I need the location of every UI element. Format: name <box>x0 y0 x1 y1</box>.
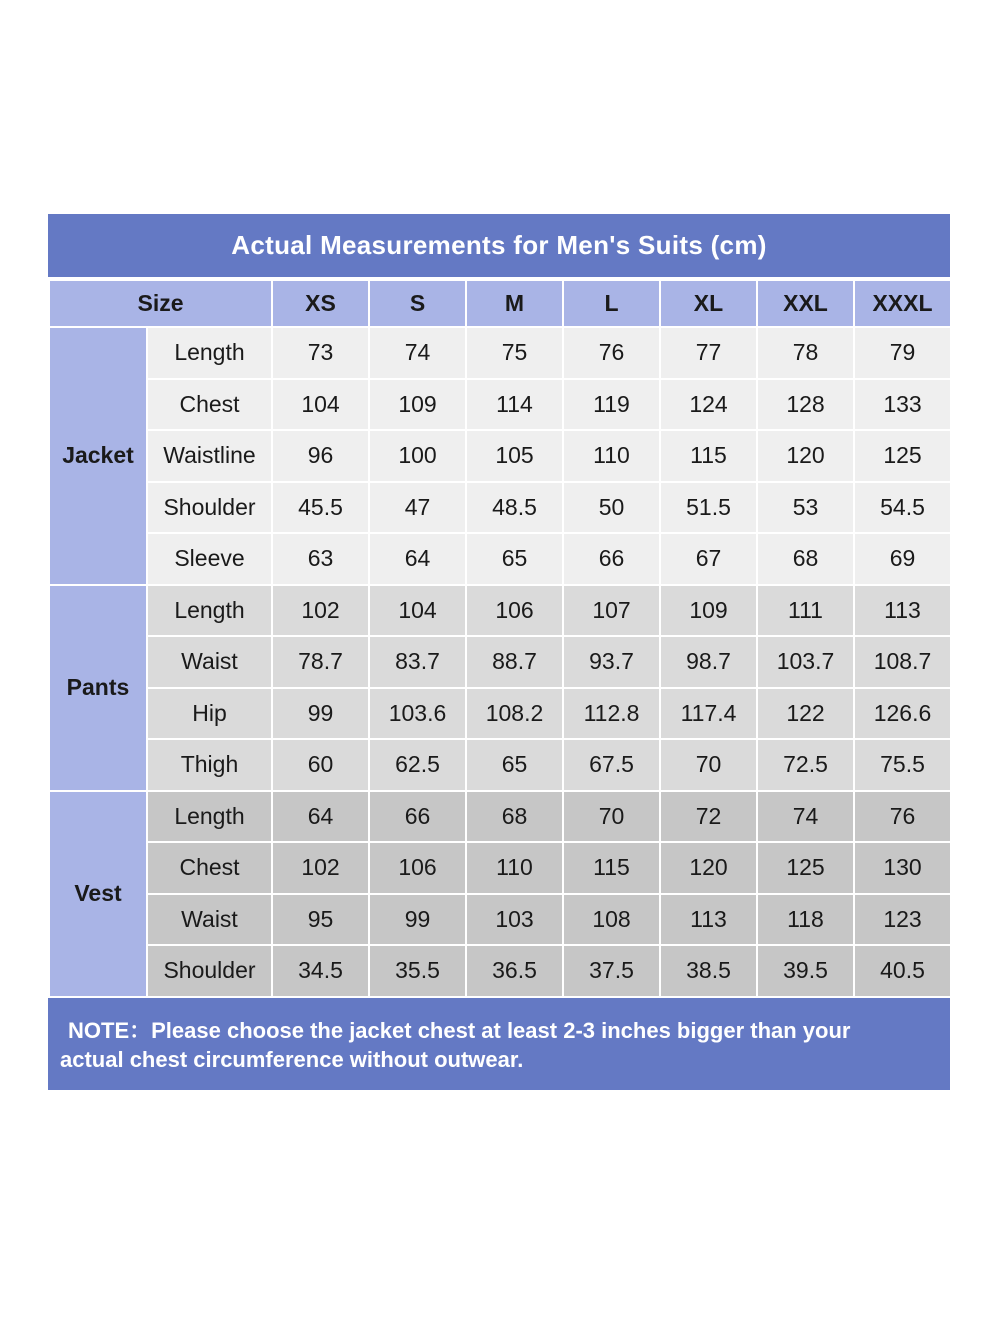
measurement-value: 37.5 <box>563 945 660 997</box>
measurement-value: 95 <box>272 894 369 946</box>
measurement-value: 115 <box>563 842 660 894</box>
measurement-value: 115 <box>660 430 757 482</box>
measurement-value: 110 <box>563 430 660 482</box>
measurement-value: 102 <box>272 585 369 637</box>
measurement-value: 68 <box>757 533 854 585</box>
table-row <box>49 791 951 843</box>
measurement-value: 109 <box>660 585 757 637</box>
measurement-value: 74 <box>757 791 854 843</box>
measurement-value: 113 <box>660 894 757 946</box>
measurement-value: 73 <box>272 327 369 379</box>
table-row <box>49 894 951 946</box>
measurement-value: 99 <box>272 688 369 740</box>
measurement-value: 72.5 <box>757 739 854 791</box>
measurement-value: 39.5 <box>757 945 854 997</box>
measurement-value: 75.5 <box>854 739 951 791</box>
measurement-label: Waist <box>147 636 272 688</box>
size-column-header: XL <box>660 280 757 327</box>
measurement-value: 98.7 <box>660 636 757 688</box>
measurement-value: 77 <box>660 327 757 379</box>
measurement-value: 40.5 <box>854 945 951 997</box>
measurement-value: 79 <box>854 327 951 379</box>
measurement-value: 119 <box>563 379 660 431</box>
measurement-value: 65 <box>466 739 563 791</box>
measurement-value: 122 <box>757 688 854 740</box>
table-row <box>49 430 951 482</box>
size-column-header: XXXL <box>854 280 951 327</box>
measurement-value: 76 <box>854 791 951 843</box>
measurement-value: 106 <box>466 585 563 637</box>
measurement-value: 104 <box>369 585 466 637</box>
measurement-value: 123 <box>854 894 951 946</box>
measurement-value: 102 <box>272 842 369 894</box>
measurement-value: 124 <box>660 379 757 431</box>
measurement-value: 103.7 <box>757 636 854 688</box>
measurement-value: 45.5 <box>272 482 369 534</box>
table-row <box>49 688 951 740</box>
measurement-value: 117.4 <box>660 688 757 740</box>
size-column-header: XS <box>272 280 369 327</box>
measurement-value: 105 <box>466 430 563 482</box>
measurement-value: 66 <box>563 533 660 585</box>
measurement-value: 108.7 <box>854 636 951 688</box>
measurement-value: 96 <box>272 430 369 482</box>
measurement-value: 63 <box>272 533 369 585</box>
measurement-value: 103 <box>466 894 563 946</box>
measurement-value: 100 <box>369 430 466 482</box>
measurement-label: Waist <box>147 894 272 946</box>
size-column-header: XXL <box>757 280 854 327</box>
measurement-value: 69 <box>854 533 951 585</box>
measurement-value: 62.5 <box>369 739 466 791</box>
measurement-value: 99 <box>369 894 466 946</box>
table-row <box>49 379 951 431</box>
measurement-value: 50 <box>563 482 660 534</box>
size-column-header: M <box>466 280 563 327</box>
measurement-value: 109 <box>369 379 466 431</box>
measurement-value: 110 <box>466 842 563 894</box>
measurement-label: Chest <box>147 842 272 894</box>
measurement-label: Hip <box>147 688 272 740</box>
measurement-value: 51.5 <box>660 482 757 534</box>
measurement-value: 70 <box>660 739 757 791</box>
measurement-value: 111 <box>757 585 854 637</box>
measurement-value: 75 <box>466 327 563 379</box>
measurement-value: 107 <box>563 585 660 637</box>
measurement-value: 68 <box>466 791 563 843</box>
measurement-value: 118 <box>757 894 854 946</box>
measurement-value: 53 <box>757 482 854 534</box>
measurement-value: 54.5 <box>854 482 951 534</box>
measurement-value: 112.8 <box>563 688 660 740</box>
size-column-header: L <box>563 280 660 327</box>
measurement-label: Shoulder <box>147 945 272 997</box>
table-row <box>49 533 951 585</box>
measurement-value: 108 <box>563 894 660 946</box>
note <box>48 998 950 1090</box>
measurement-value: 67 <box>660 533 757 585</box>
measurement-value: 38.5 <box>660 945 757 997</box>
table-row <box>49 482 951 534</box>
measurement-value: 65 <box>466 533 563 585</box>
measurement-value: 93.7 <box>563 636 660 688</box>
table-row <box>49 636 951 688</box>
measurement-label: Thigh <box>147 739 272 791</box>
table-row <box>49 842 951 894</box>
note-line-2: actual chest circumference without outwear. <box>60 1046 524 1072</box>
measurement-value: 35.5 <box>369 945 466 997</box>
measurement-value: 78 <box>757 327 854 379</box>
measurement-value: 83.7 <box>369 636 466 688</box>
measurement-value: 114 <box>466 379 563 431</box>
chart-title: Actual Measurements for Men's Suits (cm) <box>48 214 950 279</box>
measurement-value: 64 <box>272 791 369 843</box>
measurement-value: 104 <box>272 379 369 431</box>
measurement-value: 108.2 <box>466 688 563 740</box>
measurement-value: 120 <box>757 430 854 482</box>
measurement-value: 106 <box>369 842 466 894</box>
measurement-table <box>48 279 952 998</box>
measurement-value: 74 <box>369 327 466 379</box>
measurement-value: 128 <box>757 379 854 431</box>
measurement-label: Shoulder <box>147 482 272 534</box>
measurement-value: 88.7 <box>466 636 563 688</box>
measurement-value: 125 <box>757 842 854 894</box>
measurement-label: Waistline <box>147 430 272 482</box>
measurement-value: 120 <box>660 842 757 894</box>
measurement-value: 64 <box>369 533 466 585</box>
group-label-jacket: Jacket <box>49 327 147 585</box>
note-line-1: NOTE：Please choose the jacket chest at least 2-3 inches bigger than your <box>68 1017 851 1043</box>
measurement-value: 78.7 <box>272 636 369 688</box>
header-row <box>49 280 951 327</box>
measurement-label: Chest <box>147 379 272 431</box>
measurement-label: Length <box>147 327 272 379</box>
measurement-label: Sleeve <box>147 533 272 585</box>
measurement-value: 126.6 <box>854 688 951 740</box>
measurement-value: 67.5 <box>563 739 660 791</box>
measurement-value: 76 <box>563 327 660 379</box>
size-header: Size <box>49 280 272 327</box>
table-row <box>49 585 951 637</box>
size-column-header: S <box>369 280 466 327</box>
measurement-value: 47 <box>369 482 466 534</box>
measurement-label: Length <box>147 585 272 637</box>
size-chart <box>48 214 950 1090</box>
measurement-value: 36.5 <box>466 945 563 997</box>
measurement-value: 34.5 <box>272 945 369 997</box>
measurement-value: 130 <box>854 842 951 894</box>
measurement-value: 125 <box>854 430 951 482</box>
measurement-value: 70 <box>563 791 660 843</box>
measurement-value: 60 <box>272 739 369 791</box>
measurement-value: 133 <box>854 379 951 431</box>
measurement-value: 113 <box>854 585 951 637</box>
table-body <box>49 327 951 997</box>
measurement-value: 66 <box>369 791 466 843</box>
group-label-vest: Vest <box>49 791 147 997</box>
measurement-label: Length <box>147 791 272 843</box>
measurement-value: 72 <box>660 791 757 843</box>
measurement-value: 48.5 <box>466 482 563 534</box>
table-row <box>49 945 951 997</box>
measurement-value: 103.6 <box>369 688 466 740</box>
table-row <box>49 739 951 791</box>
group-label-pants: Pants <box>49 585 147 791</box>
table-row <box>49 327 951 379</box>
